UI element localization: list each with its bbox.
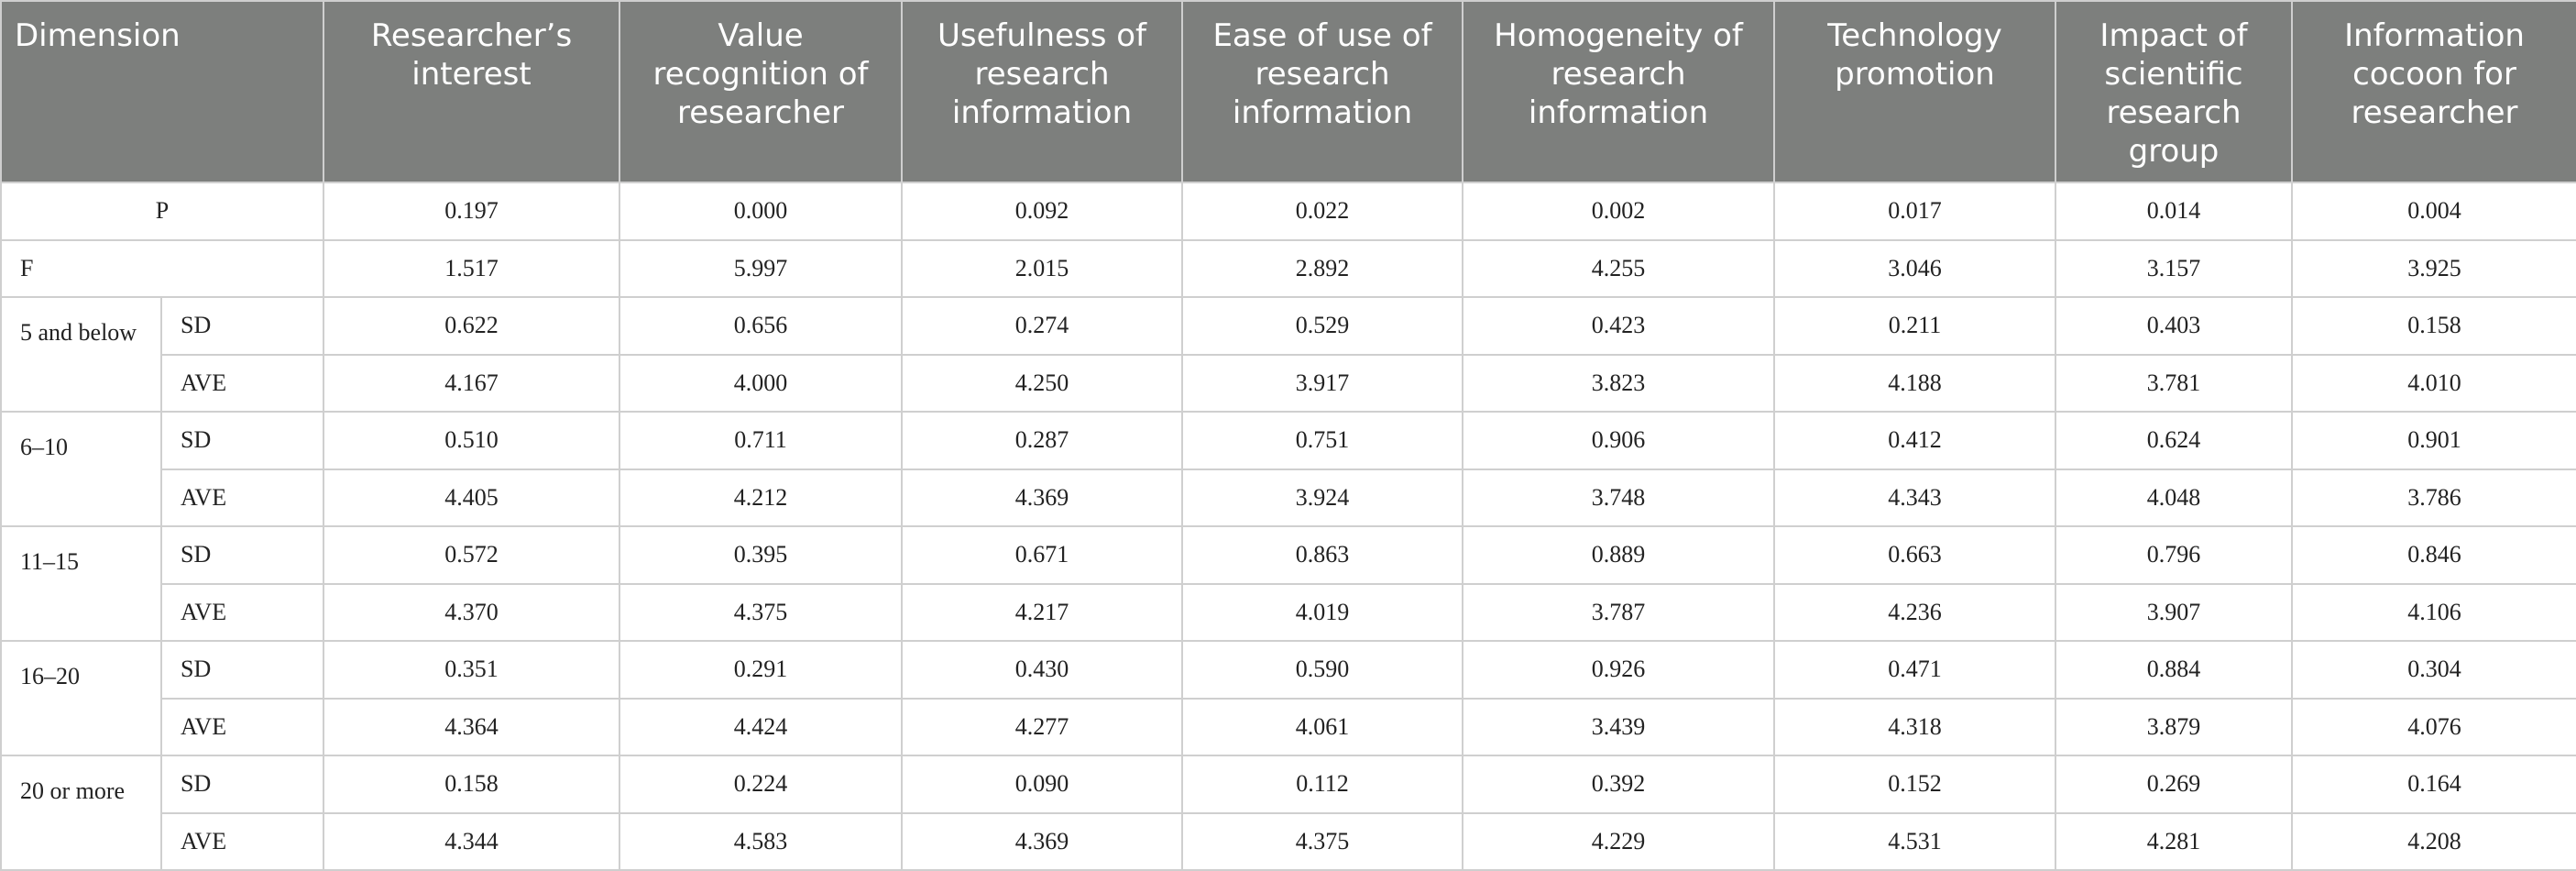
table-cell-value: 0.423 bbox=[1463, 297, 1774, 355]
table-cell-value: 4.250 bbox=[902, 355, 1182, 413]
table-cell-value: 0.572 bbox=[323, 526, 619, 584]
table-cell-value: 4.364 bbox=[323, 699, 619, 756]
table-cell-value: 0.624 bbox=[2055, 412, 2292, 469]
table-cell-value: 0.291 bbox=[619, 641, 902, 699]
table-cell-value: 0.017 bbox=[1774, 182, 2055, 240]
table-cell-value: 0.158 bbox=[2292, 297, 2576, 355]
table-cell-value: 0.274 bbox=[902, 297, 1182, 355]
table-cell-value: 4.424 bbox=[619, 699, 902, 756]
table-row-ave bbox=[1, 813, 2576, 871]
table-cell-value: 0.430 bbox=[902, 641, 1182, 699]
table-cell-value: 3.925 bbox=[2292, 240, 2576, 298]
table-cell-value: 4.217 bbox=[902, 584, 1182, 642]
column-header: Value recognition of researcher bbox=[619, 1, 902, 182]
table-cell-value: 0.092 bbox=[902, 182, 1182, 240]
table-cell-value: 4.531 bbox=[1774, 813, 2055, 871]
group-label: 11–15 bbox=[1, 526, 161, 641]
table-cell-value: 0.863 bbox=[1182, 526, 1463, 584]
table-cell-value: 4.370 bbox=[323, 584, 619, 642]
table-cell-value: 0.796 bbox=[2055, 526, 2292, 584]
table-header bbox=[1, 1, 2576, 182]
table-cell-value: 3.924 bbox=[1182, 469, 1463, 527]
table-cell-value: 0.510 bbox=[323, 412, 619, 469]
table-cell-value: 0.158 bbox=[323, 755, 619, 813]
table-cell-value: 4.405 bbox=[323, 469, 619, 527]
table-cell-value: 4.106 bbox=[2292, 584, 2576, 642]
group-label: 6–10 bbox=[1, 412, 161, 526]
group-label: 5 and below bbox=[1, 297, 161, 412]
table-cell-value: 0.529 bbox=[1182, 297, 1463, 355]
table-cell-value: 4.344 bbox=[323, 813, 619, 871]
column-header: Homogeneity of research information bbox=[1463, 1, 1774, 182]
table-cell-value: 3.787 bbox=[1463, 584, 1774, 642]
table-row-p bbox=[1, 182, 2576, 240]
table-cell-value: 5.997 bbox=[619, 240, 902, 298]
group-label: 20 or more bbox=[1, 755, 161, 870]
table-cell-value: 3.823 bbox=[1463, 355, 1774, 413]
table-cell-value: 4.281 bbox=[2055, 813, 2292, 871]
table-cell-value: 0.000 bbox=[619, 182, 902, 240]
table-cell-value: 4.212 bbox=[619, 469, 902, 527]
column-header: Impact of scientific research group bbox=[2055, 1, 2292, 182]
table-cell-value: 4.188 bbox=[1774, 355, 2055, 413]
table-cell-value: 0.014 bbox=[2055, 182, 2292, 240]
table-cell-value: 0.112 bbox=[1182, 755, 1463, 813]
table-cell-value: 0.884 bbox=[2055, 641, 2292, 699]
dimension-header: Dimension bbox=[1, 1, 323, 182]
table-row-sd bbox=[1, 641, 2576, 699]
column-header: Technology promotion bbox=[1774, 1, 2055, 182]
table-cell-value: 0.269 bbox=[2055, 755, 2292, 813]
group-label: 16–20 bbox=[1, 641, 161, 755]
table-cell-value: 4.076 bbox=[2292, 699, 2576, 756]
row-label-p: P bbox=[1, 182, 323, 240]
table-row-sd bbox=[1, 297, 2576, 355]
table-row-ave bbox=[1, 699, 2576, 756]
stat-label-sd: SD bbox=[161, 526, 323, 584]
table-cell-value: 4.167 bbox=[323, 355, 619, 413]
table-cell-value: 0.304 bbox=[2292, 641, 2576, 699]
table-cell-value: 4.061 bbox=[1182, 699, 1463, 756]
table-cell-value: 0.224 bbox=[619, 755, 902, 813]
table-cell-value: 4.255 bbox=[1463, 240, 1774, 298]
column-header: Information cocoon for researcher bbox=[2292, 1, 2576, 182]
table-cell-value: 3.748 bbox=[1463, 469, 1774, 527]
table-cell-value: 3.439 bbox=[1463, 699, 1774, 756]
table-cell-value: 3.786 bbox=[2292, 469, 2576, 527]
table-cell-value: 4.048 bbox=[2055, 469, 2292, 527]
column-header: Ease of use of research information bbox=[1182, 1, 1463, 182]
table-cell-value: 3.879 bbox=[2055, 699, 2292, 756]
table-cell-value: 4.369 bbox=[902, 813, 1182, 871]
table-cell-value: 4.369 bbox=[902, 469, 1182, 527]
table-cell-value: 0.002 bbox=[1463, 182, 1774, 240]
stat-label-sd: SD bbox=[161, 297, 323, 355]
table-cell-value: 0.590 bbox=[1182, 641, 1463, 699]
column-header: Usefulness of research information bbox=[902, 1, 1182, 182]
header-row bbox=[1, 1, 2576, 182]
table-cell-value: 0.164 bbox=[2292, 755, 2576, 813]
stat-label-ave: AVE bbox=[161, 813, 323, 871]
table-cell-value: 4.010 bbox=[2292, 355, 2576, 413]
stat-label-sd: SD bbox=[161, 641, 323, 699]
table-cell-value: 0.846 bbox=[2292, 526, 2576, 584]
stat-label-ave: AVE bbox=[161, 584, 323, 642]
table-cell-value: 4.000 bbox=[619, 355, 902, 413]
table-cell-value: 0.090 bbox=[902, 755, 1182, 813]
table-cell-value: 4.318 bbox=[1774, 699, 2055, 756]
table-cell-value: 0.711 bbox=[619, 412, 902, 469]
table-cell-value: 3.781 bbox=[2055, 355, 2292, 413]
table-cell-value: 3.157 bbox=[2055, 240, 2292, 298]
table-cell-value: 0.197 bbox=[323, 182, 619, 240]
table-cell-value: 0.656 bbox=[619, 297, 902, 355]
table-body bbox=[1, 182, 2576, 870]
table-cell-value: 0.622 bbox=[323, 297, 619, 355]
stat-label-sd: SD bbox=[161, 755, 323, 813]
table-cell-value: 4.375 bbox=[1182, 813, 1463, 871]
stat-label-sd: SD bbox=[161, 412, 323, 469]
row-label-f: F bbox=[1, 240, 323, 298]
table-cell-value: 0.211 bbox=[1774, 297, 2055, 355]
table-cell-value: 2.892 bbox=[1182, 240, 1463, 298]
table-cell-value: 0.906 bbox=[1463, 412, 1774, 469]
table-cell-value: 0.471 bbox=[1774, 641, 2055, 699]
table-cell-value: 0.403 bbox=[2055, 297, 2292, 355]
table-cell-value: 0.926 bbox=[1463, 641, 1774, 699]
table-cell-value: 4.583 bbox=[619, 813, 902, 871]
table-cell-value: 0.351 bbox=[323, 641, 619, 699]
table-cell-value: 0.901 bbox=[2292, 412, 2576, 469]
table-row-ave bbox=[1, 355, 2576, 413]
table-cell-value: 0.889 bbox=[1463, 526, 1774, 584]
table-cell-value: 0.152 bbox=[1774, 755, 2055, 813]
table-cell-value: 1.517 bbox=[323, 240, 619, 298]
table-row-sd bbox=[1, 755, 2576, 813]
table-cell-value: 0.663 bbox=[1774, 526, 2055, 584]
table-cell-value: 0.412 bbox=[1774, 412, 2055, 469]
table-cell-value: 4.277 bbox=[902, 699, 1182, 756]
table-cell-value: 3.917 bbox=[1182, 355, 1463, 413]
table-cell-value: 4.229 bbox=[1463, 813, 1774, 871]
table-row-sd bbox=[1, 412, 2576, 469]
table-row-f bbox=[1, 240, 2576, 298]
table-cell-value: 4.208 bbox=[2292, 813, 2576, 871]
table-cell-value: 0.395 bbox=[619, 526, 902, 584]
table-cell-value: 4.375 bbox=[619, 584, 902, 642]
table-cell-value: 0.392 bbox=[1463, 755, 1774, 813]
table-cell-value: 0.287 bbox=[902, 412, 1182, 469]
table-cell-value: 0.671 bbox=[902, 526, 1182, 584]
table-cell-value: 4.019 bbox=[1182, 584, 1463, 642]
table-cell-value: 4.343 bbox=[1774, 469, 2055, 527]
stat-label-ave: AVE bbox=[161, 469, 323, 527]
table-cell-value: 0.751 bbox=[1182, 412, 1463, 469]
table-cell-value: 3.046 bbox=[1774, 240, 2055, 298]
table-row-ave bbox=[1, 584, 2576, 642]
stat-label-ave: AVE bbox=[161, 355, 323, 413]
table-cell-value: 2.015 bbox=[902, 240, 1182, 298]
table-cell-value: 3.907 bbox=[2055, 584, 2292, 642]
stat-label-ave: AVE bbox=[161, 699, 323, 756]
table-row-ave bbox=[1, 469, 2576, 527]
table-cell-value: 0.004 bbox=[2292, 182, 2576, 240]
table-row-sd bbox=[1, 526, 2576, 584]
table-cell-value: 0.022 bbox=[1182, 182, 1463, 240]
column-header: Researcher’s interest bbox=[323, 1, 619, 182]
table-cell-value: 4.236 bbox=[1774, 584, 2055, 642]
